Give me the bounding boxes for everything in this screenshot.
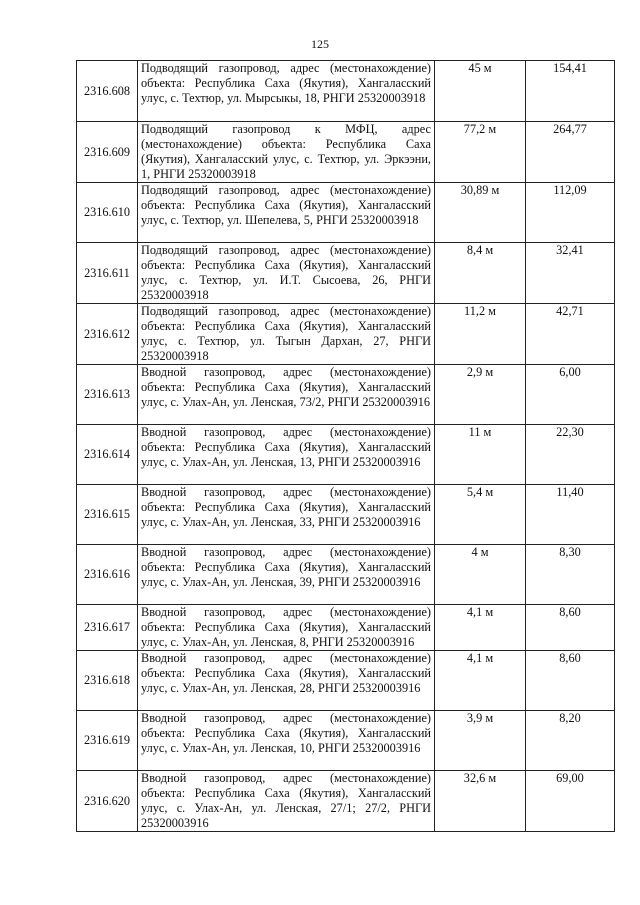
object-description: Подводящий газопровод, адрес (местонахождение) объекта: Республика Саха (Якутия), Хангаласский улус, с. Техтюр, ул. И.Т. Сысоева, 26, РНГИ 25320003918 bbox=[138, 243, 435, 304]
object-length: 11 м bbox=[435, 425, 526, 485]
row-number: 2316.615 bbox=[77, 485, 138, 545]
object-length: 30,89 м bbox=[435, 183, 526, 243]
object-area: 112,09 bbox=[526, 183, 615, 243]
row-number: 2316.619 bbox=[77, 711, 138, 771]
object-length: 32,6 м bbox=[435, 771, 526, 832]
object-area: 8,20 bbox=[526, 711, 615, 771]
object-description: Вводной газопровод, адрес (местонахождение) объекта: Республика Саха (Якутия), Хангаласский улус, с. Улах-Ан, ул. Ленская, 28, РНГИ 25320003916 bbox=[138, 651, 435, 711]
table-row bbox=[77, 651, 615, 711]
object-length: 4,1 м bbox=[435, 651, 526, 711]
object-area: 8,60 bbox=[526, 651, 615, 711]
object-area: 6,00 bbox=[526, 365, 615, 425]
page-number: 125 bbox=[311, 37, 329, 51]
object-area: 69,00 bbox=[526, 771, 615, 832]
object-area: 264,77 bbox=[526, 122, 615, 183]
object-description: Вводной газопровод, адрес (местонахождение) объекта: Республика Саха (Якутия), Хангаласский улус, с. Улах-Ан, ул. Ленская, 39, РНГИ 25320003916 bbox=[138, 545, 435, 605]
object-area: 42,71 bbox=[526, 304, 615, 365]
table-row bbox=[77, 243, 615, 304]
object-length: 8,4 м bbox=[435, 243, 526, 304]
row-number: 2316.611 bbox=[77, 243, 138, 304]
object-area: 8,30 bbox=[526, 545, 615, 605]
object-description: Подводящий газопровод, адрес (местонахождение) объекта: Республика Саха (Якутия), Хангаласский улус, с. Техтюр, ул. Мырсыкы, 18, РНГИ 25320003918 bbox=[138, 61, 435, 122]
row-number: 2316.617 bbox=[77, 605, 138, 651]
object-length: 3,9 м bbox=[435, 711, 526, 771]
object-length: 4 м bbox=[435, 545, 526, 605]
object-description: Вводной газопровод, адрес (местонахождение) объекта: Республика Саха (Якутия), Хангаласский улус, с. Улах-Ан, ул. Ленская, 73/2, РНГИ 25320003916 bbox=[138, 365, 435, 425]
object-area: 22,30 bbox=[526, 425, 615, 485]
row-number: 2316.614 bbox=[77, 425, 138, 485]
row-number: 2316.612 bbox=[77, 304, 138, 365]
table-row bbox=[77, 711, 615, 771]
table-row bbox=[77, 365, 615, 425]
table-row bbox=[77, 304, 615, 365]
row-number: 2316.618 bbox=[77, 651, 138, 711]
row-number: 2316.610 bbox=[77, 183, 138, 243]
object-area: 8,60 bbox=[526, 605, 615, 651]
table-row bbox=[77, 183, 615, 243]
row-number: 2316.620 bbox=[77, 771, 138, 832]
table-row bbox=[77, 425, 615, 485]
object-length: 5,4 м bbox=[435, 485, 526, 545]
object-length: 2,9 м bbox=[435, 365, 526, 425]
object-description: Вводной газопровод, адрес (местонахождение) объекта: Республика Саха (Якутия), Хангаласский улус, с. Улах-Ан, ул. Ленская, 10, РНГИ 25320003916 bbox=[138, 711, 435, 771]
row-number: 2316.608 bbox=[77, 61, 138, 122]
object-length: 4,1 м bbox=[435, 605, 526, 651]
table-row bbox=[77, 485, 615, 545]
object-description: Подводящий газопровод к МФЦ, адрес (местонахождение) объекта: Республика Саха (Якутия), Хангаласский улус, с. Техтюр, ул. Эркээни, 1, РНГИ 25320003918 bbox=[138, 122, 435, 183]
object-description: Вводной газопровод, адрес (местонахождение) объекта: Республика Саха (Якутия), Хангаласский улус, с. Улах-Ан, ул. Ленская, 13, РНГИ 25320003916 bbox=[138, 425, 435, 485]
table-row bbox=[77, 545, 615, 605]
table-row bbox=[77, 61, 615, 122]
table-row bbox=[77, 771, 615, 832]
table-row bbox=[77, 605, 615, 651]
registry-table bbox=[76, 60, 615, 832]
object-description: Вводной газопровод, адрес (местонахождение) объекта: Республика Саха (Якутия), Хангаласский улус, с. Улах-Ан, ул. Ленская, 33, РНГИ 25320003916 bbox=[138, 485, 435, 545]
table-row bbox=[77, 122, 615, 183]
object-description: Вводной газопровод, адрес (местонахождение) объекта: Республика Саха (Якутия), Хангаласский улус, с. Улах-Ан, ул. Ленская, 8, РНГИ 25320003916 bbox=[138, 605, 435, 651]
row-number: 2316.613 bbox=[77, 365, 138, 425]
object-area: 11,40 bbox=[526, 485, 615, 545]
object-area: 32,41 bbox=[526, 243, 615, 304]
row-number: 2316.616 bbox=[77, 545, 138, 605]
row-number: 2316.609 bbox=[77, 122, 138, 183]
object-length: 45 м bbox=[435, 61, 526, 122]
object-length: 77,2 м bbox=[435, 122, 526, 183]
object-area: 154,41 bbox=[526, 61, 615, 122]
object-description: Подводящий газопровод, адрес (местонахождение) объекта: Республика Саха (Якутия), Хангаласский улус, с. Техтюр, ул. Тыгын Дархан, 27, РНГИ 25320003918 bbox=[138, 304, 435, 365]
object-description: Подводящий газопровод, адрес (местонахождение) объекта: Республика Саха (Якутия), Хангаласский улус, с. Техтюр, ул. Шепелева, 5, РНГИ 25320003918 bbox=[138, 183, 435, 243]
object-length: 11,2 м bbox=[435, 304, 526, 365]
object-description: Вводной газопровод, адрес (местонахождение) объекта: Республика Саха (Якутия), Хангаласский улус, с. Улах-Ан, ул. Ленская, 27/1; 27/2, РНГИ 25320003916 bbox=[138, 771, 435, 832]
